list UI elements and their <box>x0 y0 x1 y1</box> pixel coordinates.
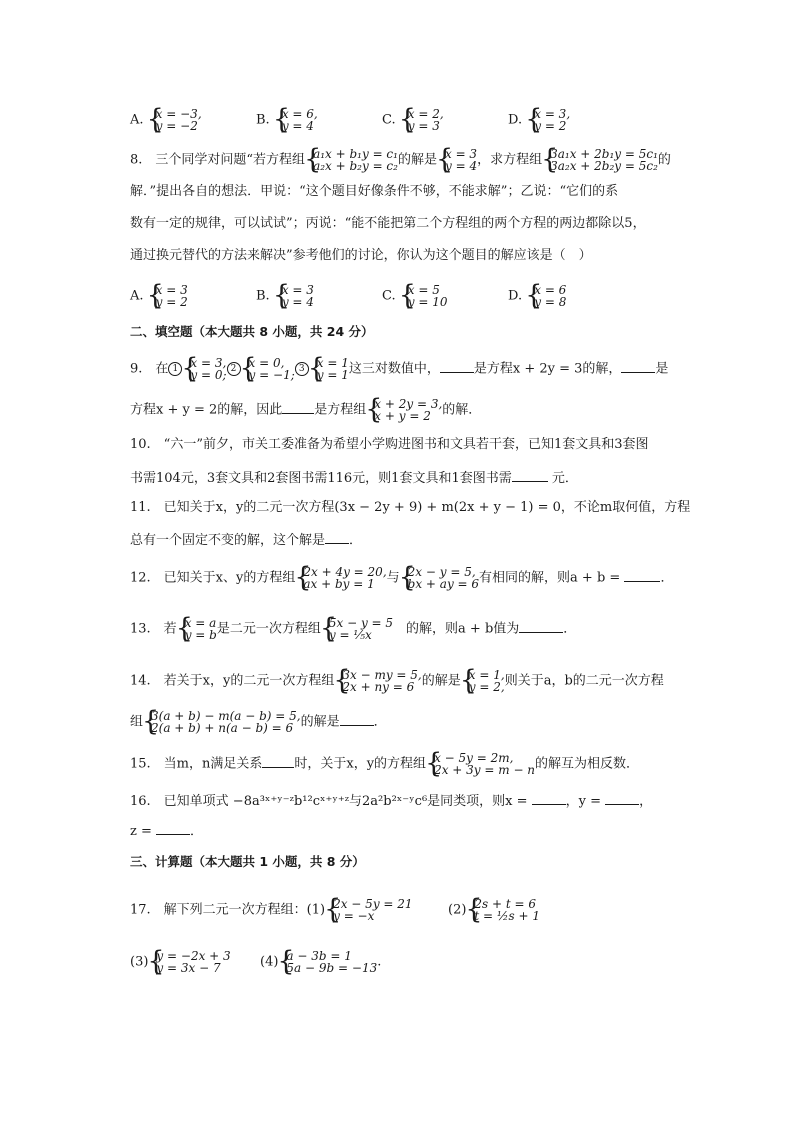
circled-number-2: 2 <box>227 362 241 376</box>
q8-option-b: B. { x = 3 y = 4 <box>256 284 314 308</box>
q8-option-a: A. { x = 3 y = 2 <box>130 284 188 308</box>
q8-system-b: { x = 3 y = 4 <box>437 148 477 172</box>
q7-option-c-system: { x = 2, y = 3 <box>400 108 444 132</box>
section-2-heading: 二、填空题（本大题共 8 小题，共 24 分） <box>130 324 374 339</box>
q8-system-a: { a₁x + b₁y = c₁ a₂x + b₂y = c₂ <box>305 148 398 172</box>
q7-option-d-system: { x = 3, y = 2 <box>526 108 570 132</box>
q9-system: { x + 2y = 3, x + y = 2 <box>366 398 442 422</box>
q17-part-3: (3) { y = −2x + 3 y = 3x − 7 <box>130 950 231 974</box>
q8-option-c: C. { x = 5 y = 10 <box>382 284 448 308</box>
q16-line-1: 16. 已知单项式 −8a³ˣ⁺ʸ⁻ᶻb¹²cˣ⁺ʸ⁺ᶻ与2a²b²ˣ⁻ʸc⁶是同类项，则x = ，y = ， <box>130 790 652 812</box>
answer-blank[interactable] <box>532 790 566 805</box>
answer-blank[interactable] <box>621 358 655 373</box>
q15-line: 15. 当m，n满足关系 时，关于x，y的方程组 { x − 5y = 2m, 2x + 3y = m − n 的解互为相反数． <box>130 752 639 776</box>
q9-line-2: 方程x + y = 2的解，因此 是方程组 { x + 2y = 3, x + y = 2 的解． <box>130 398 481 422</box>
q8-line-2: 解．”提出各自的想法．甲说：“这个题目好像条件不够，不能求解”；乙说：“它们的系 <box>130 184 619 199</box>
q13-system-2: { 5x − y = 5 y = ⅕x <box>321 617 393 641</box>
q14-line-2: 组 { 3(a + b) − m(a − b) = 5, 2(a + b) + n(a − b) = 6 的解是 ． <box>130 710 387 734</box>
answer-blank[interactable] <box>440 358 474 373</box>
q8-line-1: 8. 三个同学对问题“若方程组 { a₁x + b₁y = c₁ a₂x + b₂y = c₂ 的解是 { x = 3 y = 4 ，求方程组 { 3a₁x + 2b₁y = 5c₁ 3a₂x + 2b₂y = 5c₂ 的 <box>130 148 671 172</box>
q8-option-d: D. { x = 6 y = 8 <box>508 284 566 308</box>
q7-option-c: C. { x = 2, y = 3 <box>382 108 444 132</box>
answer-blank[interactable] <box>512 467 548 482</box>
q7-option-a-system: { x = −3, y = −2 <box>148 108 202 132</box>
answer-blank[interactable] <box>156 820 190 835</box>
q14-line-1: 14. 若关于x，y的二元一次方程组 { 3x − my = 5, 2x + ny = 6 的解是 { x = 1, y = 2, 则关于a，b的二元一次方程 <box>130 669 664 693</box>
q11-line-1: 11. 已知关于x，y的二元一次方程(3x − 2y + 9) + m(2x + y − 1) = 0，不论m取何值，方程 <box>130 500 691 515</box>
q16-line-2: z = ． <box>130 820 203 842</box>
section-3-heading: 三、计算题（本大题共 1 小题，共 8 分） <box>130 854 365 869</box>
q11-line-2: 总有一个固定不变的解，这个解是 ． <box>130 529 362 551</box>
q8-option-d-system: { x = 6 y = 8 <box>526 284 566 308</box>
q17-system-3: { y = −2x + 3 y = 3x − 7 <box>148 950 230 974</box>
q8-line-3: 数有一定的规律，可以试试”；丙说：“能不能把第二个方程组的两个方程的两边都除以5， <box>130 216 646 231</box>
q14-system-2: { x = 1, y = 2, <box>461 669 505 693</box>
answer-blank[interactable] <box>325 529 349 544</box>
answer-blank[interactable] <box>262 753 294 768</box>
q7-option-b-system: { x = 6, y = 4 <box>274 108 318 132</box>
answer-blank[interactable] <box>624 567 660 582</box>
q12-system-1: { 2x + 4y = 20, ax + by = 1 <box>295 566 386 590</box>
q15-system: { x − 5y = 2m, 2x + 3y = m − n <box>426 752 535 776</box>
q10-line-1: 10. “六一”前夕，市关工委准备为希望小学购进图书和文具若干套，已知1套文具和3套图 <box>130 437 649 452</box>
q8-option-c-system: { x = 5 y = 10 <box>400 284 448 308</box>
q8-line-4: 通过换元替代的方法来解决”参考他们的讨论，你认为这个题目的解应该是（ ） <box>130 248 592 263</box>
q12-system-2: { 2x − y = 5, bx + ay = 6 <box>400 566 479 590</box>
q13-line: 13. 若 { x = a y = b 是二元一次方程组 { 5x − y = 5 y = ⅕x 的解，则a + b值为 ． <box>130 617 576 641</box>
q17-part-2: (2) { 2s + t = 6 t = ½s + 1 <box>448 898 540 922</box>
q8-option-a-system: { x = 3 y = 2 <box>148 284 188 308</box>
q9-pair-3: { x = 1 y = 1 <box>309 357 349 381</box>
circled-number-1: 1 <box>168 362 182 376</box>
q14-system-1: { 3x − my = 5, 2x + ny = 6 <box>334 669 421 693</box>
answer-blank[interactable] <box>282 399 314 414</box>
q8-option-b-system: { x = 3 y = 4 <box>274 284 314 308</box>
answer-blank[interactable] <box>340 711 374 726</box>
q17-system-2: { 2s + t = 6 t = ½s + 1 <box>466 898 540 922</box>
q17-system-4: { a − 3b = 1 5a − 9b = −13 <box>278 950 377 974</box>
q17-system-1: { 2x − 5y = 21 y = −x <box>325 898 412 922</box>
circled-number-3: 3 <box>295 362 309 376</box>
q9-pair-2: { x = 0, y = −1; <box>241 357 295 381</box>
q9-line-1: 9. 在 1 { x = 3, y = 0; 2 { x = 0, y = −1; 3 { x = 1 y = 1 这三对数值中， 是方程x + 2y = 3的解， 是 <box>130 357 668 381</box>
q13-system-1: { x = a y = b <box>177 617 217 641</box>
answer-blank[interactable] <box>605 790 639 805</box>
q8-system-c: { 3a₁x + 2b₁y = 5c₁ 3a₂x + 2b₂y = 5c₂ <box>542 148 658 172</box>
q14-system-3: { 3(a + b) − m(a − b) = 5, 2(a + b) + n(a − b) = 6 <box>143 710 301 734</box>
q10-line-2: 书需104元，3套文具和2套图书需116元，则1套文具和1套图书需 元． <box>130 467 578 489</box>
answer-blank[interactable] <box>519 618 563 633</box>
q7-option-b: B. { x = 6, y = 4 <box>256 108 318 132</box>
q7-option-d: D. { x = 3, y = 2 <box>508 108 570 132</box>
q17-line-1: 17. 解下列二元一次方程组：(1) { 2x − 5y = 21 y = −x <box>130 898 413 922</box>
q17-part-4: (4) { a − 3b = 1 5a − 9b = −13 . <box>260 950 381 974</box>
q9-pair-1: { x = 3, y = 0; <box>182 357 226 381</box>
q7-option-a: A. { x = −3, y = −2 <box>130 108 202 132</box>
q12-line: 12. 已知关于x、y的方程组 { 2x + 4y = 20, ax + by = 1 与 { 2x − y = 5, bx + ay = 6 有相同的解，则a + b = ． <box>130 566 673 590</box>
